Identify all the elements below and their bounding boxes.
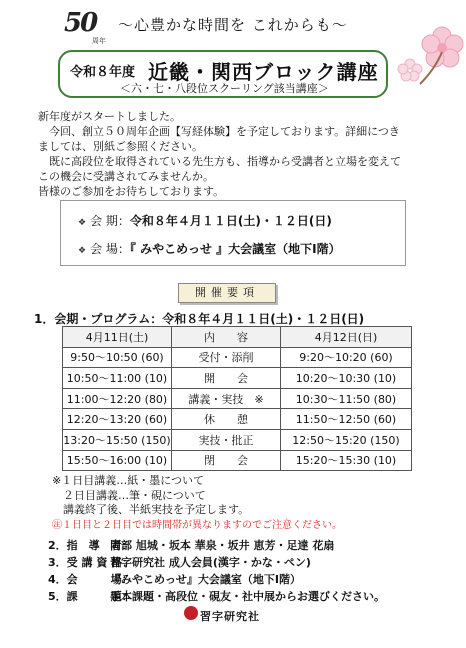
content-cell: 閉 会 (172, 450, 281, 471)
logo-number: 50 (64, 8, 97, 38)
item-venue (48, 571, 301, 587)
item-value: 習字研究社 成人会員(漢字・かな・ペン) (110, 556, 311, 569)
note-line: ２日目講義…筆・硯について (52, 489, 206, 502)
table-row (63, 368, 412, 389)
column-header-day1: 4月11日(土) (63, 327, 172, 348)
diamond-icon: ❖ (78, 246, 87, 256)
venue-value: 『 みやこめっせ 』大会議室（地下Ⅰ階） (129, 242, 341, 256)
logo-subtext: 周年 (92, 37, 106, 45)
venue-label: 会 場： (90, 242, 130, 256)
day2-time: 11:50〜12:50 (60) (281, 409, 412, 430)
company-logo-icon (184, 606, 198, 620)
content-cell: 実技・批正 (172, 429, 281, 450)
day2-time: 15:20〜15:30 (10) (281, 450, 412, 471)
item-assignment (48, 588, 385, 604)
day2-time: 12:50〜15:20 (150) (281, 429, 412, 450)
day1-time: 10:50〜11:00 (10) (63, 368, 172, 389)
item-label: 3．受 講 資 格： (48, 556, 134, 569)
item-label: 4．会 場： (48, 573, 133, 586)
day1-time: 12:20〜13:20 (60) (63, 409, 172, 430)
day1-time: 15:50〜16:00 (10) (63, 450, 172, 471)
warning-note: ㊟１日目と２日目では時間帯が異なりますのでご注意ください。 (52, 520, 342, 531)
column-header-day2: 4月12日(日) (281, 327, 412, 348)
intro-line: 皆様のご参加をお待ちしております。 (38, 185, 225, 198)
table-row (63, 409, 412, 430)
item-value: 『みやこめっせ』大会議室（地下Ⅰ階） (110, 573, 301, 586)
cherry-blossom-icon (380, 14, 466, 90)
table-row (63, 388, 412, 409)
item-value: 手本課題・高段位・硯友・社中展からお選びください。 (110, 590, 385, 603)
slogan: 〜心豊かな時間を これからも〜 (118, 16, 348, 34)
item-value: 岡部 旭城・坂本 華泉・坂井 恵芳・足達 花扇 (110, 539, 335, 552)
content-cell: 受付・添削 (172, 347, 281, 368)
note-line: ※１日目講義…紙・墨について (52, 474, 204, 487)
intro-line: 既に高段位を取得されている先生方も、指導から受講者と立場を変えて (38, 155, 401, 168)
table-header-row (63, 327, 412, 348)
day1-time: 13:20〜15:50 (150) (63, 429, 172, 450)
item-label: 5．課 題： (48, 590, 133, 603)
item-eligibility (48, 554, 311, 570)
section-heading: 開催要項 (178, 283, 276, 303)
intro-line: 今回、創立５０周年企画【写経体験】を予定しております。詳細につき (38, 125, 400, 138)
intro-line: 新年度がスタートしました。 (38, 110, 181, 123)
content-cell: 開 会 (172, 368, 281, 389)
note-line: 講義終了後、半紙実技を予定します。 (52, 503, 250, 516)
content-cell: 講義・実技 ※ (172, 388, 281, 409)
program-heading: 1．会期・プログラム：令和８年４月１１日(土)・１２日(日) (34, 312, 365, 326)
day1-time: 11:00〜12:20 (80) (63, 388, 172, 409)
period-value: 令和８年４月１１日(土)・１２日(日) (129, 214, 332, 228)
content-cell: 休 憩 (172, 409, 281, 430)
period-line (78, 212, 332, 229)
day1-time: 9:50〜10:50 (60) (63, 347, 172, 368)
intro-line: ましては、別紙ご参照ください。 (38, 140, 203, 153)
page-title: 近畿・関西ブロック講座 (148, 60, 379, 84)
venue-line (78, 240, 341, 257)
period-label: 会 期： (90, 214, 130, 228)
schedule-table (62, 326, 412, 471)
item-label: 2．指 導 者： (48, 539, 133, 552)
table-row (63, 347, 412, 368)
intro-line: この機会に受講されてみませんか。 (38, 170, 214, 183)
table-row (63, 450, 412, 471)
diamond-icon: ❖ (78, 218, 87, 228)
day2-time: 9:20〜10:20 (60) (281, 347, 412, 368)
day2-time: 10:30〜11:50 (80) (281, 388, 412, 409)
title-year: 令和８年度 (70, 65, 136, 80)
day2-time: 10:20〜10:30 (10) (281, 368, 412, 389)
anniversary-logo (62, 10, 108, 46)
table-row (63, 429, 412, 450)
company-name: 習字研究社 (200, 610, 260, 623)
column-header-content: 内 容 (172, 327, 281, 348)
page-subtitle: ＜六・七・八段位スクーリング該当講座＞ (120, 82, 329, 95)
item-instructors (48, 537, 334, 553)
